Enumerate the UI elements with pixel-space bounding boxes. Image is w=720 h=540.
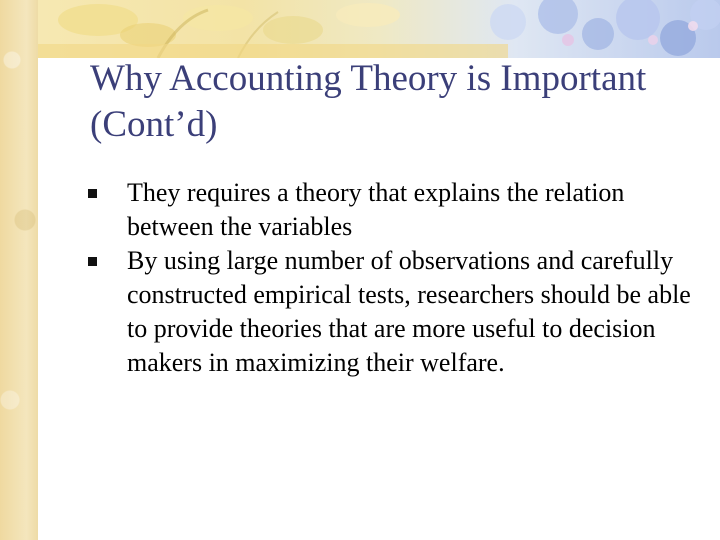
- floral-decoration-icon: [38, 0, 720, 58]
- slide-title: Why Accounting Theory is Important (Cont’d): [90, 58, 647, 145]
- left-decorative-margin: [0, 0, 38, 540]
- bullet-item: [86, 176, 696, 244]
- square-bullet-icon: [88, 189, 97, 198]
- header-decoration: [38, 0, 720, 58]
- bullet-text: By using large number of observations and carefully constructed empirical tests, researchers should be able to provide theories that are more useful to decision makers in maximizing their welfare.: [127, 246, 691, 377]
- bullet-list: [86, 176, 696, 380]
- square-bullet-icon: [88, 257, 97, 266]
- bullet-text: They requires a theory that explains the relation between the variables: [127, 178, 625, 241]
- bullet-item: [86, 244, 696, 380]
